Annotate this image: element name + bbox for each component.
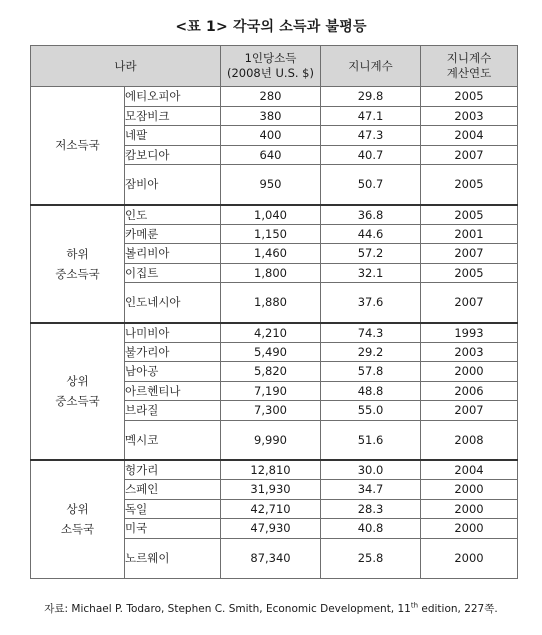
- income-cell: 1,800: [221, 263, 321, 283]
- income-cell: 9,990: [221, 420, 321, 460]
- gini-cell: 32.1: [321, 263, 421, 283]
- country-cell: 브라질: [125, 401, 221, 421]
- year-cell: 2000: [421, 362, 518, 382]
- table-row: [31, 323, 518, 343]
- income-inequality-table: [30, 45, 518, 579]
- country-cell: 모잠비크: [125, 106, 221, 126]
- year-cell: 2005: [421, 205, 518, 225]
- header-year-line2: 계산연도: [446, 66, 492, 80]
- year-cell: 2005: [421, 165, 518, 205]
- gini-cell: 48.8: [321, 381, 421, 401]
- income-cell: 400: [221, 126, 321, 146]
- income-cell: 1,460: [221, 244, 321, 264]
- income-cell: 4,210: [221, 323, 321, 343]
- income-cell: 950: [221, 165, 321, 205]
- group-label-line: 소득국: [60, 522, 95, 537]
- year-cell: 2003: [421, 342, 518, 362]
- gini-cell: 74.3: [321, 323, 421, 343]
- table-row: [31, 205, 518, 225]
- header-row: [31, 46, 518, 87]
- group-label-line: 저소득국: [55, 138, 100, 153]
- country-cell: 스페인: [125, 480, 221, 500]
- country-cell: 나미비아: [125, 323, 221, 343]
- country-cell: 아르헨티나: [125, 381, 221, 401]
- gini-cell: 50.7: [321, 165, 421, 205]
- year-cell: 2007: [421, 401, 518, 421]
- gini-cell: 29.2: [321, 342, 421, 362]
- gini-cell: 55.0: [321, 401, 421, 421]
- gini-cell: 30.0: [321, 460, 421, 480]
- group-label-line: 상위: [66, 502, 89, 517]
- group-label-line: 중소득국: [55, 394, 100, 409]
- income-cell: 47,930: [221, 519, 321, 539]
- country-cell: 미국: [125, 519, 221, 539]
- gini-cell: 51.6: [321, 420, 421, 460]
- year-cell: 2000: [421, 480, 518, 500]
- gini-cell: 36.8: [321, 205, 421, 225]
- country-cell: 남아공: [125, 362, 221, 382]
- table-title: <표 1> 각국의 소득과 불평등: [175, 19, 367, 35]
- country-cell: 독일: [125, 499, 221, 519]
- income-cell: 1,880: [221, 283, 321, 323]
- group-label-line: 상위: [66, 374, 89, 389]
- gini-cell: 29.8: [321, 87, 421, 107]
- year-cell: 2000: [421, 538, 518, 578]
- year-cell: 2006: [421, 381, 518, 401]
- source-note: [0, 601, 542, 616]
- income-cell: 7,300: [221, 401, 321, 421]
- year-cell: 2004: [421, 126, 518, 146]
- country-cell: 멕시코: [125, 420, 221, 460]
- country-cell: 볼리비아: [125, 244, 221, 264]
- header-income: [221, 46, 321, 87]
- country-cell: 카메룬: [125, 224, 221, 244]
- country-cell: 헝가리: [125, 460, 221, 480]
- gini-cell: 40.8: [321, 519, 421, 539]
- income-cell: 5,490: [221, 342, 321, 362]
- income-cell: 640: [221, 145, 321, 165]
- table-body: [31, 87, 518, 579]
- table-row: [31, 87, 518, 107]
- year-cell: 2007: [421, 145, 518, 165]
- header-income-line1: 1인당소득: [244, 51, 297, 65]
- year-cell: 2004: [421, 460, 518, 480]
- year-cell: 2008: [421, 420, 518, 460]
- country-cell: 노르웨이: [125, 538, 221, 578]
- header-year-line1: 지니계수: [446, 51, 492, 65]
- year-cell: 1993: [421, 323, 518, 343]
- country-cell: 이집트: [125, 263, 221, 283]
- income-cell: 31,930: [221, 480, 321, 500]
- gini-cell: 34.7: [321, 480, 421, 500]
- country-cell: 네팔: [125, 126, 221, 146]
- income-cell: 1,150: [221, 224, 321, 244]
- country-cell: 인도: [125, 205, 221, 225]
- year-cell: 2005: [421, 87, 518, 107]
- gini-cell: 47.1: [321, 106, 421, 126]
- gini-cell: 57.8: [321, 362, 421, 382]
- group-label: [31, 323, 125, 461]
- gini-cell: 47.3: [321, 126, 421, 146]
- gini-cell: 28.3: [321, 499, 421, 519]
- source-text: 자료: Michael P. Todaro, Stephen C. Smith, Economic Development, 11: [44, 603, 411, 615]
- country-cell: 인도네시아: [125, 283, 221, 323]
- year-cell: 2001: [421, 224, 518, 244]
- year-cell: 2007: [421, 244, 518, 264]
- income-cell: 7,190: [221, 381, 321, 401]
- income-cell: 380: [221, 106, 321, 126]
- gini-cell: 37.6: [321, 283, 421, 323]
- year-cell: 2005: [421, 263, 518, 283]
- country-cell: 캄보디아: [125, 145, 221, 165]
- year-cell: 2000: [421, 499, 518, 519]
- gini-cell: 44.6: [321, 224, 421, 244]
- income-cell: 1,040: [221, 205, 321, 225]
- group-label: [31, 460, 125, 578]
- group-label: [31, 205, 125, 323]
- country-cell: 에티오피아: [125, 87, 221, 107]
- income-cell: 42,710: [221, 499, 321, 519]
- header-gini: 지니계수: [321, 46, 421, 87]
- table-row: [31, 460, 518, 480]
- group-label-line: 중소득국: [55, 266, 100, 281]
- header-income-line2: (2008년 U.S. $): [226, 66, 314, 80]
- income-cell: 87,340: [221, 538, 321, 578]
- gini-cell: 25.8: [321, 538, 421, 578]
- year-cell: 2007: [421, 283, 518, 323]
- year-cell: 2000: [421, 519, 518, 539]
- income-cell: 280: [221, 87, 321, 107]
- country-cell: 잠비아: [125, 165, 221, 205]
- source-text-end: edition, 227쪽.: [418, 603, 498, 615]
- gini-cell: 40.7: [321, 145, 421, 165]
- income-cell: 12,810: [221, 460, 321, 480]
- gini-cell: 57.2: [321, 244, 421, 264]
- year-cell: 2003: [421, 106, 518, 126]
- group-label-line: 하위: [66, 246, 89, 261]
- income-cell: 5,820: [221, 362, 321, 382]
- header-year: [421, 46, 518, 87]
- source-edition-superscript: th: [410, 601, 419, 610]
- country-cell: 불가리아: [125, 342, 221, 362]
- header-country: 나라: [31, 46, 221, 87]
- group-label: [31, 87, 125, 205]
